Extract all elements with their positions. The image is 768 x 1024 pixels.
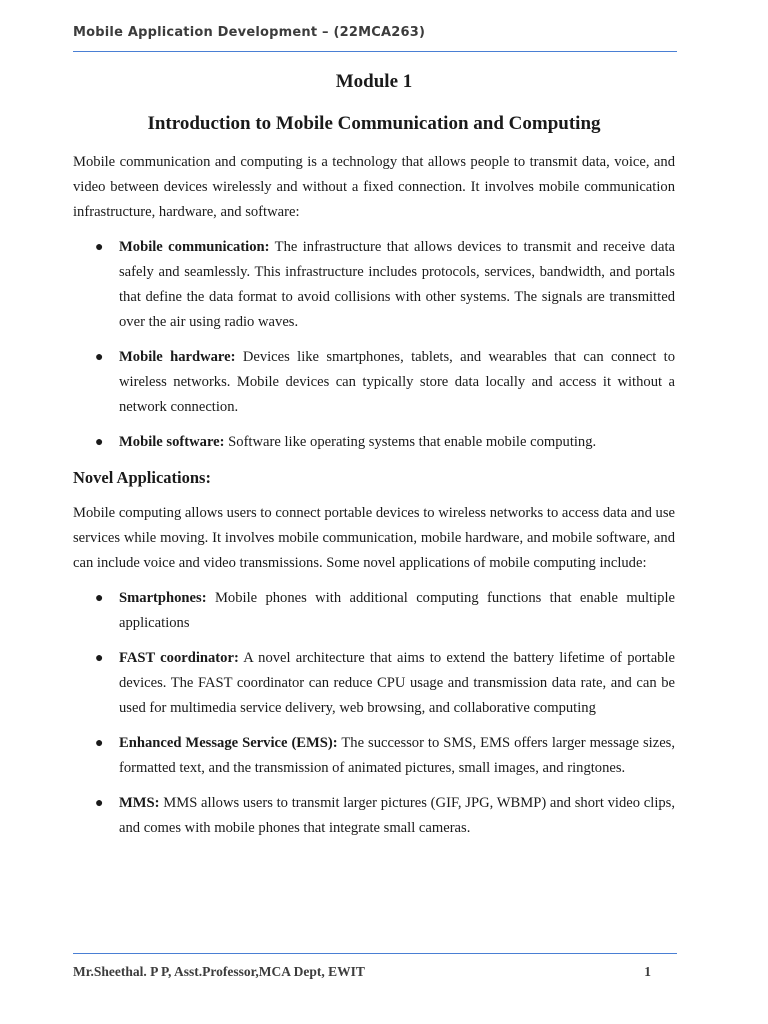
list-item-term: Mobile hardware: [119, 349, 236, 365]
bullet-icon: ● [95, 591, 104, 606]
list-item [73, 235, 675, 335]
page-footer [73, 964, 677, 980]
document-body [73, 68, 675, 851]
list-item-term: Smartphones: [119, 590, 207, 606]
list-item-term: FAST coordinator: [119, 650, 239, 666]
bullet-icon: ● [95, 435, 104, 450]
page-title: Introduction to Mobile Communication and Computing [147, 113, 601, 134]
list-item-text: The infrastructure that allows devices to transmit and receive data safely and seamlessly. This infrastructure includes protocols, services, bandwidth, and portals that define the data format to avoid collisions with other systems. The signals are transmitted over the air using radio waves. [119, 239, 675, 330]
intro-paragraph: Mobile communication and computing is a technology that allows people to transmit data, voice, and video between devices wirelessly and without a fixed connection. It involves mobile communication infrastructure, hardware, and software: [73, 154, 675, 220]
list-item [73, 430, 675, 455]
bullet-icon: ● [95, 736, 104, 751]
list-item-term: Enhanced Message Service (EMS): [119, 735, 338, 751]
list-item-text: Mobile phones with additional computing functions that enable multiple applications [119, 590, 675, 631]
module-title: Module 1 [335, 71, 413, 92]
list-item-text: Software like operating systems that enable mobile computing. [224, 434, 597, 450]
list-item-term: Mobile communication: [119, 239, 270, 255]
list-item-text: The successor to SMS, EMS offers larger message sizes, formatted text, and the transmission of animated pictures, small images, and ringtones. [119, 735, 675, 776]
page-number: 1 [644, 964, 651, 979]
bullet-icon: ● [95, 796, 104, 811]
list-item [73, 791, 675, 841]
list-item [73, 345, 675, 420]
section-heading: Novel Applications: [73, 468, 211, 487]
header-divider [73, 51, 677, 52]
footer-divider [73, 953, 677, 954]
list-item-term: MMS: [119, 795, 160, 811]
list-item [73, 646, 675, 721]
bullet-icon: ● [95, 651, 104, 666]
footer-author: Mr.Sheethal. P P, Asst.Professor,MCA Dept, EWIT [73, 964, 365, 979]
list-item-text: A novel architecture that aims to extend the battery lifetime of portable devices. The FAST coordinator can reduce CPU usage and transmission data rate, and can be used for multimedia service delivery, web browsing, and collaborative computing [119, 650, 676, 716]
list-item-text: Devices like smartphones, tablets, and wearables that can connect to wireless networks. Mobile devices can typically store data locally and access it without a network connection. [119, 349, 675, 415]
list-item-text: MMS allows users to transmit larger pictures (GIF, JPG, WBMP) and short video clips, and comes with mobile phones that integrate small cameras. [119, 795, 675, 836]
components-list [73, 235, 675, 455]
page-header: Mobile Application Development – (22MCA263) [73, 25, 426, 40]
list-item-term: Mobile software: [119, 434, 225, 450]
bullet-icon: ● [95, 240, 104, 255]
bullet-icon: ● [95, 350, 104, 365]
novel-applications-list [73, 586, 675, 841]
novel-intro-paragraph: Mobile computing allows users to connect portable devices to wireless networks to access data and use services while moving. It involves mobile communication, mobile hardware, and mobile software, and can include voice and video transmissions. Some novel applications of mobile computing include: [73, 505, 675, 571]
list-item [73, 731, 675, 781]
list-item [73, 586, 675, 636]
